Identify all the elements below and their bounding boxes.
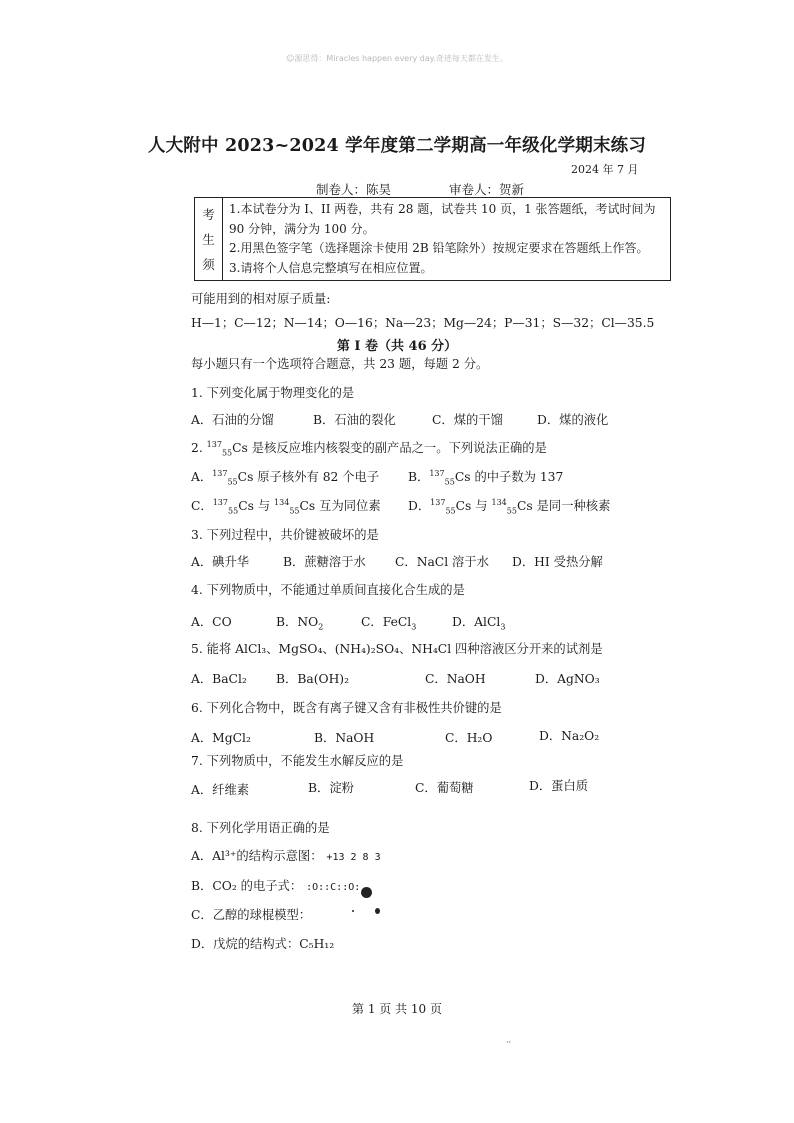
question-1-option-c: C．煤的干馏 bbox=[432, 413, 503, 427]
opt-text: 互为同位素 bbox=[315, 499, 381, 513]
question-8-option-c bbox=[191, 905, 311, 923]
opt-text: 与 bbox=[471, 499, 492, 513]
question-3-option-c: C．NaCl 溶于水 bbox=[395, 555, 489, 569]
opt-letter: D． bbox=[408, 499, 431, 513]
question-5-option-c: C．NaOH bbox=[425, 672, 486, 686]
isotope-symbol: Cs bbox=[454, 470, 471, 484]
opt-letter: B． bbox=[408, 470, 430, 484]
question-2-option-b bbox=[408, 467, 563, 485]
question-8-option-b bbox=[191, 876, 360, 894]
exam-authors bbox=[316, 180, 524, 198]
subscript: 3 bbox=[500, 622, 506, 632]
isotope-symbol: Cs bbox=[455, 499, 472, 513]
question-8-option-d: D．戊烷的结构式：C₅H₁₂ bbox=[191, 937, 335, 951]
opt-text: B．CO₂ 的电子式： bbox=[191, 879, 303, 893]
isotope-z: 55 bbox=[506, 506, 517, 516]
question-1-option-b: B．石油的裂化 bbox=[313, 413, 396, 427]
isotope-mass: 134 bbox=[491, 497, 507, 507]
isotope-mass: 137 bbox=[212, 497, 228, 507]
notice-item: 3.请将个人信息完整填写在相应位置。 bbox=[229, 260, 433, 275]
notice-head-char: 考 bbox=[202, 207, 215, 223]
question-4-option-a: A．CO bbox=[191, 615, 232, 629]
opt-text: D．AlCl bbox=[452, 615, 501, 629]
opt-text: 是同一种核素 bbox=[532, 499, 611, 513]
question-3-stem: 3. 下列过程中，共价键被破坏的是 bbox=[191, 528, 379, 542]
opt-letter: C． bbox=[191, 499, 213, 513]
question-7-option-c: C．葡萄糖 bbox=[415, 781, 474, 795]
question-3-option-b: B．蔗糖溶于水 bbox=[283, 555, 366, 569]
isotope-z: 55 bbox=[444, 477, 455, 487]
question-1-option-d: D．煤的液化 bbox=[537, 413, 609, 427]
question-1-option-a: A．石油的分馏 bbox=[191, 413, 274, 427]
isotope-mass: 134 bbox=[274, 497, 290, 507]
question-7-option-d: D．蛋白质 bbox=[529, 779, 589, 793]
question-4-option-b bbox=[276, 612, 323, 630]
notice-head-char: 生 bbox=[202, 231, 215, 247]
notice-items bbox=[223, 198, 670, 280]
exam-title: 人大附中 2023~2024 学年度第二学期高一年级化学期末练习 bbox=[147, 136, 647, 156]
isotope-symbol: Cs bbox=[299, 499, 316, 513]
isotope-z: 55 bbox=[227, 477, 238, 487]
subscript: 3 bbox=[411, 622, 417, 632]
exam-date: 2024 年 7 月 bbox=[571, 163, 639, 176]
isotope-mass: 137 bbox=[429, 468, 445, 478]
question-7-option-a: A．纤维素 bbox=[191, 783, 250, 797]
question-6-option-a: A．MgCl₂ bbox=[191, 731, 251, 745]
atomic-mass-values: H—1；C—12；N—14；O—16；Na—23；Mg—24；P—31；S—32；Cl—35.5 bbox=[191, 316, 655, 330]
isotope-z: 55 bbox=[228, 506, 239, 516]
opt-text: C．乙醇的球棍模型： bbox=[191, 908, 312, 922]
opt-text: C．FeCl bbox=[361, 615, 412, 629]
ion-structure-diagram: +13 2 8 3 bbox=[326, 852, 381, 863]
notice-head-char: 须 bbox=[202, 256, 215, 272]
isotope-z: 55 bbox=[289, 506, 300, 516]
opt-text: 原子核外有 82 个电子 bbox=[253, 470, 380, 484]
isotope-z: 55 bbox=[221, 448, 233, 458]
subscript: 2 bbox=[318, 622, 324, 632]
isotope-symbol: Cs bbox=[238, 499, 254, 513]
opt-text: A．Al³⁺的结构示意图： bbox=[191, 849, 323, 863]
question-6-option-d: D．Na₂O₂ bbox=[539, 729, 600, 743]
atomic-mass-label: 可能用到的相对原子质量: bbox=[191, 292, 331, 306]
watermark: ☺源思得：Miracles happen every day.奇迹每天都在发生。 bbox=[286, 54, 508, 63]
question-6-option-b: B．NaOH bbox=[314, 731, 375, 745]
question-2-option-a bbox=[191, 467, 379, 485]
opt-text: B．NO bbox=[276, 615, 319, 629]
question-1-stem: 1. 下列变化属于物理变化的是 bbox=[191, 386, 355, 400]
isotope-symbol: Cs bbox=[232, 441, 248, 455]
question-2-option-c bbox=[191, 496, 381, 514]
question-5-option-b: B．Ba(OH)₂ bbox=[276, 672, 350, 686]
notice-item: 2.用黑色签字笔（选择题涂卡使用 2B 铅笔除外）按规定要求在答题纸上作答。 bbox=[229, 241, 649, 255]
question-5-option-d: D．AgNO₃ bbox=[535, 672, 600, 686]
question-5-option-a: A．BaCl₂ bbox=[191, 672, 247, 686]
isotope-z: 55 bbox=[445, 506, 456, 516]
question-5-stem: 5. 能将 AlCl₃、MgSO₄、(NH₄)₂SO₄、NH₄Cl 四种溶液区分开来的试剂是 bbox=[191, 642, 603, 656]
page-mark: ·· bbox=[506, 1038, 512, 1047]
question-6-stem: 6. 下列化合物中，既含有离子键又含有非极性共价键的是 bbox=[191, 701, 502, 715]
isotope-symbol: Cs bbox=[516, 499, 533, 513]
q2-num: 2. bbox=[191, 441, 207, 455]
question-4-option-c bbox=[361, 612, 416, 630]
question-3-option-d: D．HI 受热分解 bbox=[512, 555, 603, 569]
q2-stem-text: 是核反应堆内核裂变的副产品之一。下列说法正确的是 bbox=[247, 441, 547, 455]
isotope-mass: 137 bbox=[206, 439, 222, 449]
question-7-option-b: B．淀粉 bbox=[308, 781, 354, 795]
candidate-notice-box bbox=[194, 197, 671, 281]
opt-letter: A． bbox=[191, 470, 213, 484]
section-title: 第 I 卷（共 46 分） bbox=[336, 339, 458, 354]
opt-text: 的中子数为 137 bbox=[470, 470, 564, 484]
ball-stick-model-atom-icon bbox=[361, 887, 372, 898]
isotope-mass: 137 bbox=[212, 468, 228, 478]
notice-item: 1.本试卷分为 I、II 两卷，共有 28 题，试卷共 10 页，1 张答题纸，考试时间为 90 分钟，满分为 100 分。 bbox=[229, 202, 656, 236]
question-2-option-d bbox=[408, 496, 610, 514]
ball-stick-model-dot-icon bbox=[375, 908, 380, 914]
electron-formula: :O::C::O: bbox=[306, 882, 361, 893]
question-2-stem bbox=[191, 438, 547, 456]
opt-text: 与 bbox=[253, 499, 275, 513]
ball-stick-model-dot-icon bbox=[352, 910, 354, 912]
question-6-option-c: C．H₂O bbox=[445, 731, 493, 745]
reviewer-label: 审卷人：贺新 bbox=[448, 182, 524, 197]
question-8-stem: 8. 下列化学用语正确的是 bbox=[191, 821, 330, 835]
question-4-option-d bbox=[452, 612, 505, 630]
question-8-option-a bbox=[191, 846, 381, 864]
question-4-stem: 4. 下列物质中，不能通过单质间直接化合生成的是 bbox=[191, 583, 465, 597]
question-3-option-a: A．碘升华 bbox=[191, 555, 250, 569]
isotope-mass: 137 bbox=[430, 497, 446, 507]
notice-heading bbox=[195, 198, 223, 280]
question-7-stem: 7. 下列物质中，不能发生水解反应的是 bbox=[191, 754, 404, 768]
isotope-symbol: Cs bbox=[237, 470, 254, 484]
page-footer: 第 1 页 共 10 页 bbox=[352, 1002, 442, 1016]
maker-label: 制卷人：陈昊 bbox=[316, 182, 392, 197]
section-instruction: 每小题只有一个选项符合题意，共 23 题，每题 2 分。 bbox=[191, 357, 489, 371]
